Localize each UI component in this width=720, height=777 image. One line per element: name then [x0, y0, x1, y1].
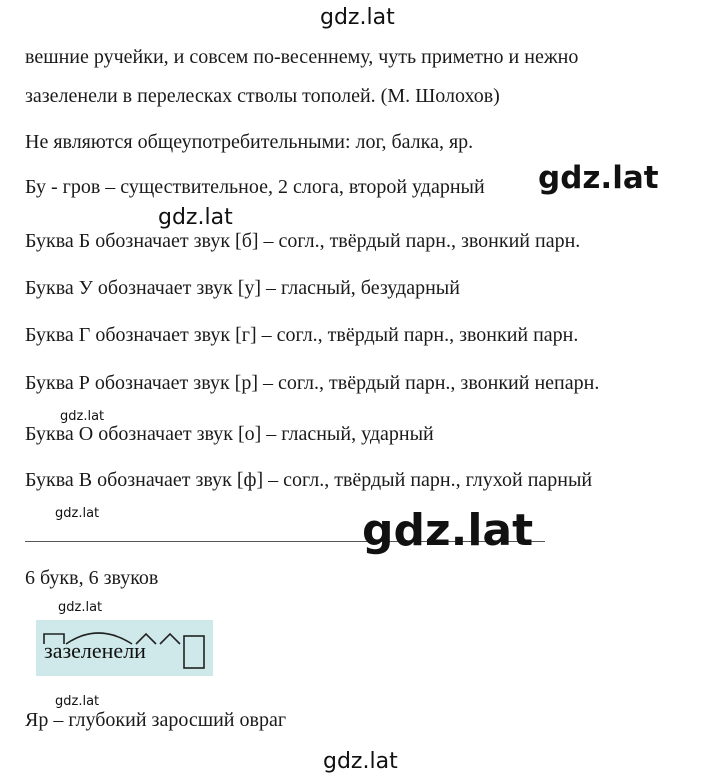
text-line-10: Буква В обозначает звук [ф] – согл., твёрдый парн., глухой парный [25, 469, 593, 491]
letter-sound-count: 6 букв, 6 звуков [25, 567, 159, 589]
watermark-bold-right: gdz.lat [538, 160, 659, 196]
text-line-5: Буква Б обозначает звук [б] – согл., твёрдый парн., звонкий парн. [25, 230, 581, 252]
yar-definition: Яр – глубокий заросший овраг [25, 709, 287, 731]
watermark-top: gdz.lat [320, 5, 395, 30]
watermark-under-syllables: gdz.lat [158, 205, 233, 230]
text-line-1: вешние ручейки, и совсем по-весеннему, чуть приметно и нежно [25, 46, 579, 68]
text-line-9: Буква О обозначает звук [о] – гласный, ударный [25, 423, 434, 445]
text-line-2: зазеленели в перелесках стволы тополей. (М. Шолохов) [25, 85, 500, 107]
text-line-3: Не являются общеупотребительными: лог, балка, яр. [25, 131, 474, 153]
watermark-above-rule: gdz.lat [55, 506, 100, 521]
morpheme-parse-image [36, 620, 213, 676]
text-line-6: Буква У обозначает звук [у] – гласный, безударный [25, 277, 460, 299]
watermark-large-center: gdz.lat [362, 505, 534, 556]
text-line-8: Буква Р обозначает звук [р] – согл., твёрдый парн., звонкий непарн. [25, 372, 600, 394]
watermark-above-yar: gdz.lat [55, 694, 100, 709]
morpheme-word: зазеленели [44, 638, 146, 663]
watermark-above-o: gdz.lat [60, 409, 105, 424]
watermark-above-image: gdz.lat [58, 600, 103, 615]
text-line-4: Бу - гров – существительное, 2 слога, второй ударный [25, 176, 485, 198]
text-line-7: Буква Г обозначает звук [г] – согл., твёрдый парн., звонкий парн. [25, 324, 579, 346]
watermark-bottom: gdz.lat [323, 749, 398, 774]
